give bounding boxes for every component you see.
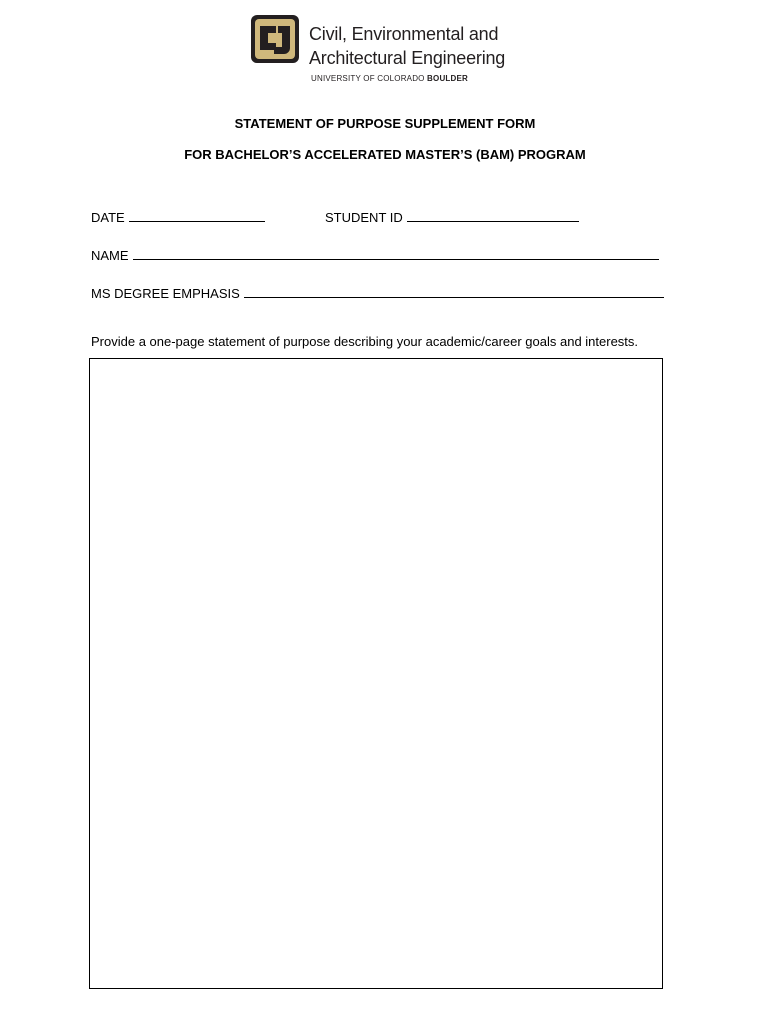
logo-university xyxy=(311,74,468,83)
department-logo xyxy=(250,14,550,88)
ms-degree-emphasis-input-line[interactable] xyxy=(244,285,664,298)
date-label: DATE xyxy=(91,210,125,225)
student-id-input-line[interactable] xyxy=(407,209,579,222)
logo-department-line1: Civil, Environmental and xyxy=(309,24,499,44)
ms-degree-emphasis-label: MS DEGREE EMPHASIS xyxy=(91,286,240,301)
name-input-line[interactable] xyxy=(133,247,659,260)
date-field xyxy=(91,209,265,225)
form-subtitle: FOR BACHELOR’S ACCELERATED MASTER’S (BAM) PROGRAM xyxy=(184,147,586,162)
student-id-label: STUDENT ID xyxy=(325,210,403,225)
ms-degree-emphasis-field xyxy=(91,285,664,301)
statement-instruction: Provide a one-page statement of purpose describing your academic/career goals and interests. xyxy=(91,334,639,349)
name-field xyxy=(91,247,659,263)
name-label: NAME xyxy=(91,248,129,263)
logo-department-line2: Architectural Engineering xyxy=(309,48,506,68)
logo-university-name: UNIVERSITY OF COLORADO xyxy=(311,74,425,83)
date-input-line[interactable] xyxy=(129,209,265,222)
form-title: STATEMENT OF PURPOSE SUPPLEMENT FORM xyxy=(234,116,536,131)
statement-answer-box[interactable] xyxy=(89,358,663,989)
student-id-field xyxy=(325,209,579,225)
logo-university-campus: BOULDER xyxy=(427,74,469,83)
cu-logo-icon xyxy=(250,14,300,64)
